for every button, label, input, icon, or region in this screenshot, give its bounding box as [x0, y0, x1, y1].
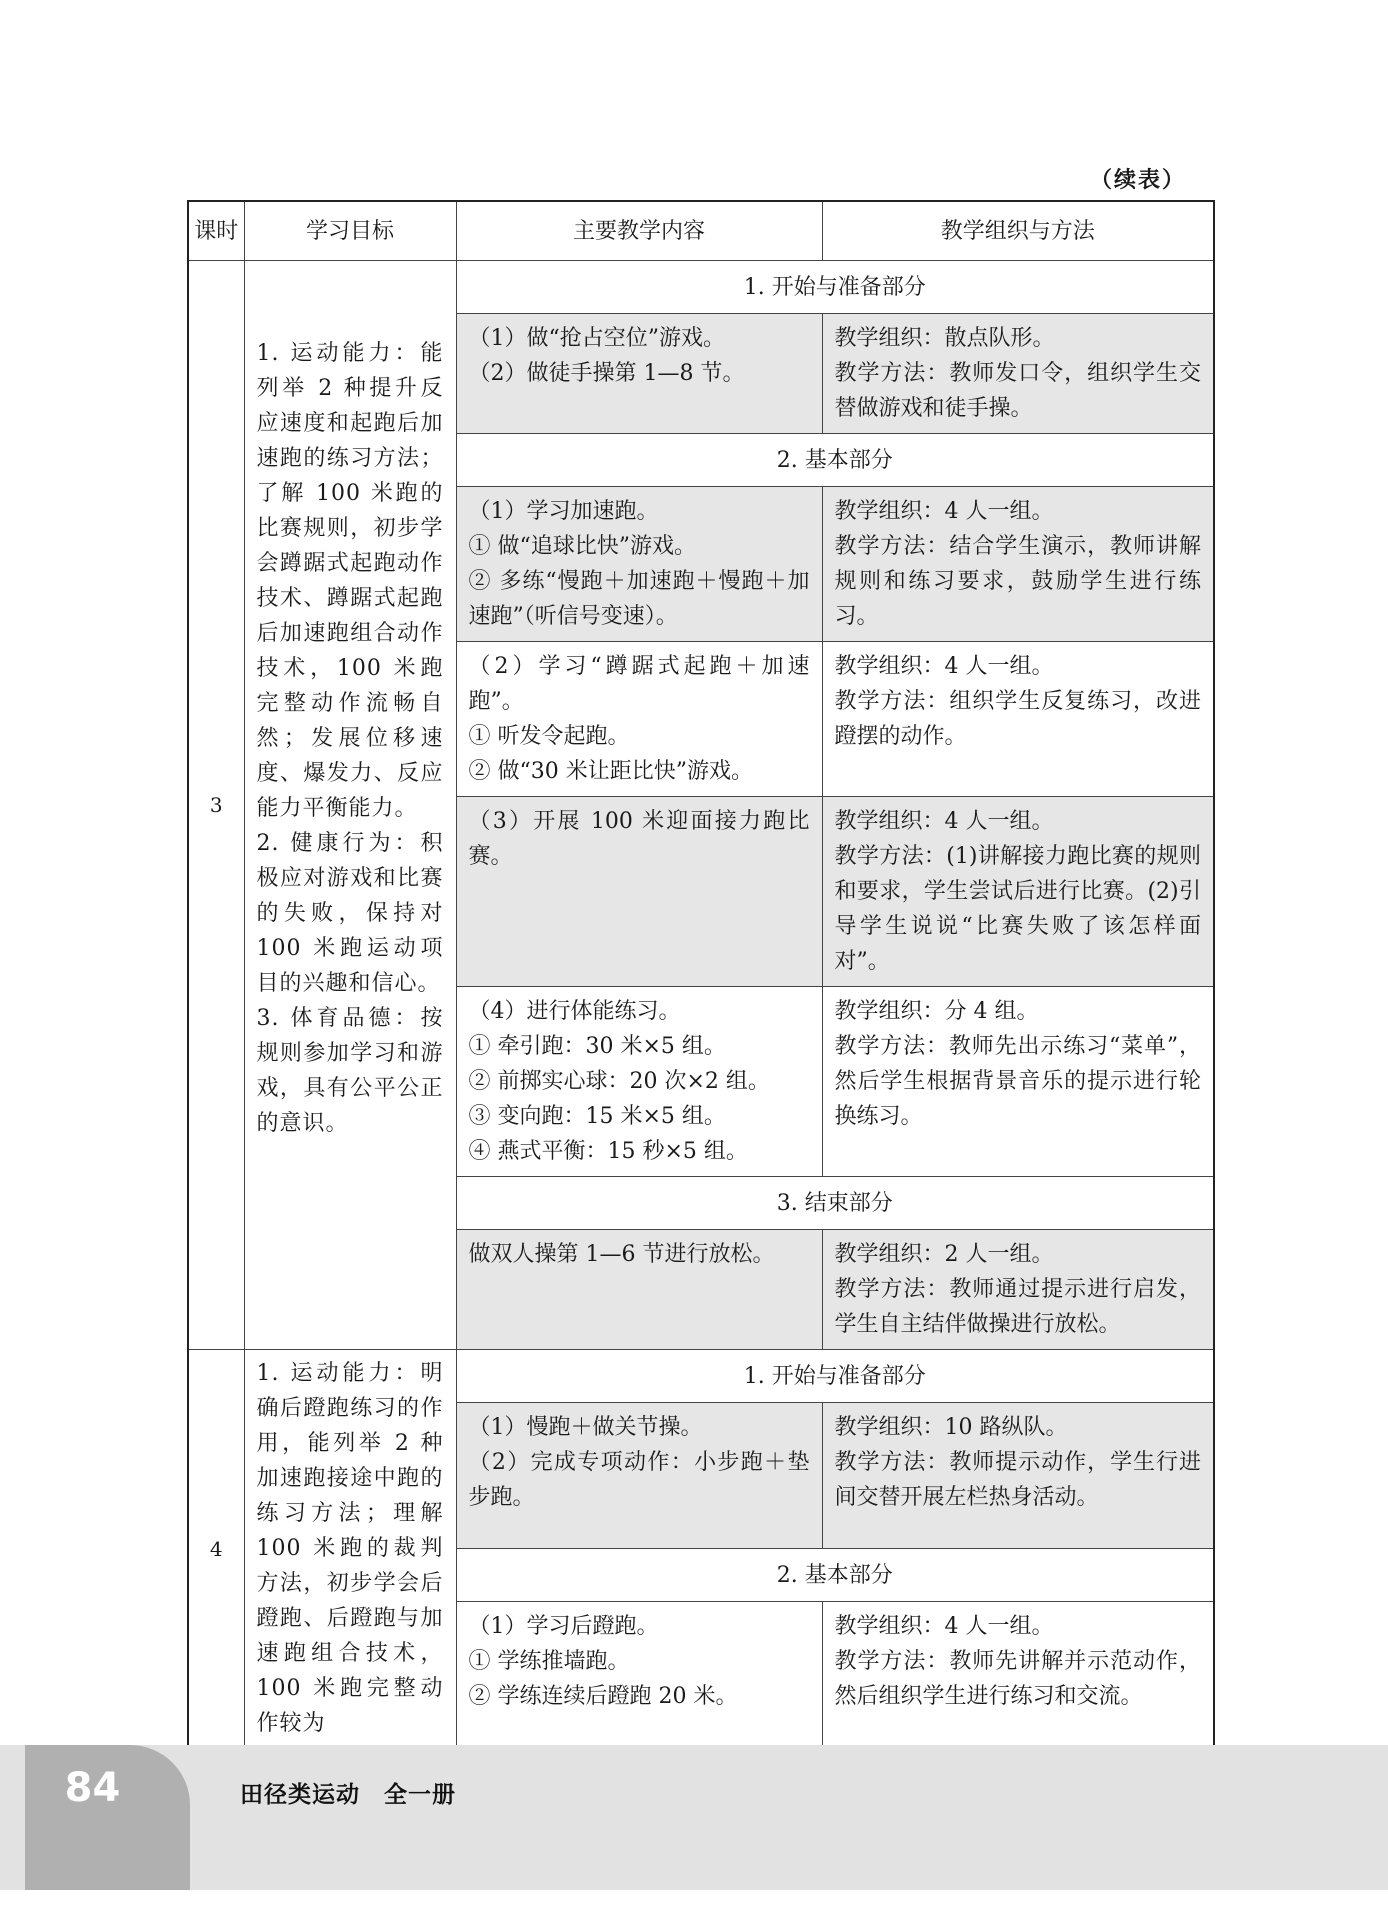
content-cell: （1）慢跑＋做关节操。 （2）完成专项动作：小步跑＋垫步跑。: [456, 1403, 822, 1549]
method-cell: 教学组织：分 4 组。 教学方法：教师先出示练习“菜单”，然后学生根据背景音乐的提示进行轮换练习。: [822, 987, 1214, 1177]
header-method: 教学组织与方法: [822, 201, 1214, 261]
section-title: 3. 结束部分: [456, 1177, 1214, 1230]
method-cell: 教学组织：4 人一组。 教学方法：结合学生演示，教师讲解规则和练习要求，鼓励学生进行练习。: [822, 487, 1214, 642]
method-cell: 教学组织：4 人一组。 教学方法：教师先讲解并示范动作，然后组织学生进行练习和交流。: [822, 1602, 1214, 1749]
section-title: 2. 基本部分: [456, 434, 1214, 487]
content-cell: （1）做“抢占空位”游戏。 （2）做徒手操第 1—8 节。: [456, 314, 822, 434]
lesson-4-period: 4: [188, 1350, 244, 1750]
method-cell: 教学组织：散点队形。 教学方法：教师发口令，组织学生交替做游戏和徒手操。: [822, 314, 1214, 434]
lesson-3-goals: 1. 运动能力：能列举 2 种提升反应速度和起跑后加速跑的练习方法；了解 100 米跑的比赛规则，初步学会蹲踞式起跑动作技术、蹲踞式起跑后加速跑组合动作技术，100 米跑完整动作流畅自然；发展位移速度、爆发力、反应能力平衡能力。 2. 健康行为：积极应对游戏和比赛的失败，保持对 100 米跑运动项目的兴趣和信心。 3. 体育品德：按规则参加学习和游戏，具有公平公正的意识。: [244, 261, 456, 1350]
header-period: 课时: [188, 201, 244, 261]
section-title: 2. 基本部分: [456, 1549, 1214, 1602]
table-row: [188, 261, 1214, 314]
page-number: 84: [64, 1765, 121, 1811]
content-cell: （3）开展 100 米迎面接力跑比赛。: [456, 797, 822, 987]
lesson-4-goals: 1. 运动能力：明确后蹬跑练习的作用，能列举 2 种加速跑接途中跑的练习方法；理解 100 米跑的裁判方法，初步学会后蹬跑、后蹬跑与加速跑组合技术，100 米跑完整动作较为: [244, 1350, 456, 1750]
continued-label: （续表）: [1090, 168, 1187, 193]
content-cell: （1）学习后蹬跑。 ① 学练推墙跑。 ② 学练连续后蹬跑 20 米。: [456, 1602, 822, 1749]
section-title: 1. 开始与准备部分: [456, 1350, 1214, 1403]
method-cell: 教学组织：2 人一组。 教学方法：教师通过提示进行启发，学生自主结伴做操进行放松。: [822, 1230, 1214, 1350]
table-row: [188, 1350, 1214, 1403]
footer-band: [0, 1745, 1388, 1890]
book-title: 田径类运动 全一册: [240, 1782, 456, 1808]
method-cell: 教学组织：4 人一组。 教学方法：组织学生反复练习，改进蹬摆的动作。: [822, 642, 1214, 797]
content-cell: （2）学习“蹲踞式起跑＋加速跑”。 ① 听发令起跑。 ② 做“30 米让距比快”游戏。: [456, 642, 822, 797]
content-cell: （1）学习加速跑。 ① 做“追球比快”游戏。 ② 多练“慢跑＋加速跑＋慢跑＋加速跑”（听信号变速）。: [456, 487, 822, 642]
method-cell: 教学组织：10 路纵队。 教学方法：教师提示动作，学生行进间交替开展左栏热身活动。: [822, 1403, 1214, 1549]
content-cell: （4）进行体能练习。 ① 牵引跑：30 米×5 组。 ② 前掷实心球：20 次×2 组。 ③ 变向跑：15 米×5 组。 ④ 燕式平衡：15 秒×5 组。: [456, 987, 822, 1177]
lesson-plan-table: [187, 200, 1215, 1750]
content-cell: 做双人操第 1—6 节进行放松。: [456, 1230, 822, 1350]
header-content: 主要教学内容: [456, 201, 822, 261]
section-title: 1. 开始与准备部分: [456, 261, 1214, 314]
header-goals: 学习目标: [244, 201, 456, 261]
lesson-3-period: 3: [188, 261, 244, 1350]
method-cell: 教学组织：4 人一组。 教学方法：(1)讲解接力跑比赛的规则和要求，学生尝试后进行比赛。(2)引导学生说说“比赛失败了该怎样面对”。: [822, 797, 1214, 987]
table-header-row: [188, 201, 1214, 261]
